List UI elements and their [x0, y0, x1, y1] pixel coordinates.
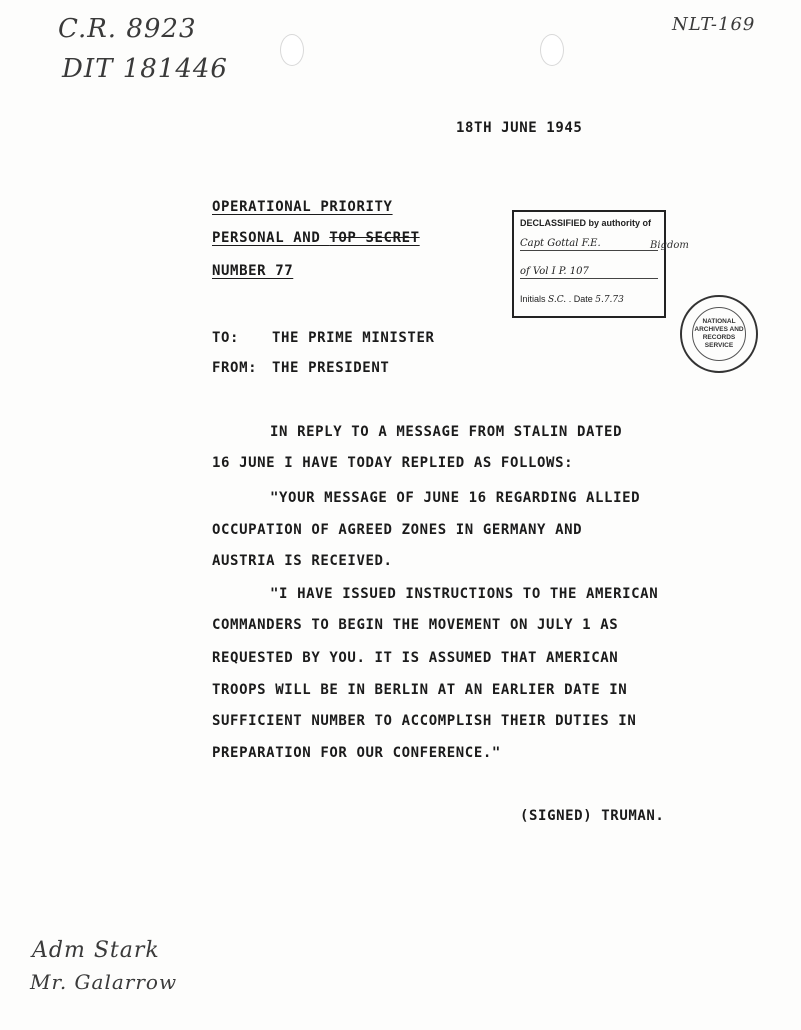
message-number: NUMBER 77 — [212, 263, 294, 279]
declassification-stamp: DECLASSIFIED by authority of Capt Gottal F.E. Bigdom of Vol I P. 107 Initials S.C. . Date 5.7.73 — [512, 210, 666, 318]
truman-library-seal — [680, 295, 758, 373]
body-line-4: OCCUPATION OF AGREED ZONES IN GERMANY AND — [212, 522, 583, 538]
body-line-3: "YOUR MESSAGE OF JUNE 16 REGARDING ALLIED — [270, 490, 641, 506]
handwritten-reference-1: C.R. 8923 — [58, 14, 197, 44]
punch-hole-right — [540, 34, 564, 66]
handwritten-reference-2: DIT 181446 — [62, 54, 228, 84]
document-date: 18TH JUNE 1945 — [456, 120, 583, 136]
body-line-10: SUFFICIENT NUMBER TO ACCOMPLISH THEIR DUTIES IN — [212, 713, 637, 729]
handwritten-catalog-number: NLT-169 — [672, 14, 756, 35]
from-value: THE PRESIDENT — [272, 360, 390, 376]
priority-line: OPERATIONAL PRIORITY — [212, 199, 393, 215]
signature-line: (SIGNED) TRUMAN. — [520, 808, 665, 824]
stamp-date-label: Date — [573, 294, 593, 304]
body-line-2: 16 JUNE I HAVE TODAY REPLIED AS FOLLOWS: — [212, 455, 574, 471]
punch-hole-left — [280, 34, 304, 66]
to-label: TO: — [212, 330, 240, 346]
stamp-authority-line-2: of Vol I P. 107 — [520, 266, 658, 279]
stamp-initials-label: Initials — [520, 294, 546, 304]
stamp-date-value: 5.7.73 — [595, 295, 624, 305]
body-line-6: "I HAVE ISSUED INSTRUCTIONS TO THE AMERICAN — [270, 586, 659, 602]
stamp-initials-value: S.C. — [548, 295, 567, 305]
body-line-7: COMMANDERS TO BEGIN THE MOVEMENT ON JULY 1 AS — [212, 617, 619, 633]
from-label: FROM: — [212, 360, 258, 376]
body-line-8: REQUESTED BY YOU. IT IS ASSUMED THAT AMERICAN — [212, 650, 619, 666]
stamp-title: DECLASSIFIED by authority of — [520, 218, 652, 228]
body-line-11: PREPARATION FOR OUR CONFERENCE." — [212, 745, 501, 761]
body-line-9: TROOPS WILL BE IN BERLIN AT AN EARLIER DATE IN — [212, 682, 628, 698]
seal-center-text: NATIONAL ARCHIVES AND RECORDS SERVICE — [694, 318, 744, 349]
handwritten-note-2: Mr. Galarrow — [30, 970, 178, 994]
classification-line — [212, 230, 420, 246]
body-line-1: IN REPLY TO A MESSAGE FROM STALIN DATED — [270, 424, 623, 440]
handwritten-note-1: Adm Stark — [32, 938, 160, 963]
body-line-5: AUSTRIA IS RECEIVED. — [212, 553, 393, 569]
stamp-authority-extra: Bigdom — [650, 240, 689, 251]
classification-prefix: PERSONAL AND — [212, 230, 330, 246]
classification-struck: TOP SECRET — [329, 230, 420, 246]
stamp-authority-line-1: Capt Gottal F.E. — [520, 238, 658, 251]
to-value: THE PRIME MINISTER — [272, 330, 435, 346]
